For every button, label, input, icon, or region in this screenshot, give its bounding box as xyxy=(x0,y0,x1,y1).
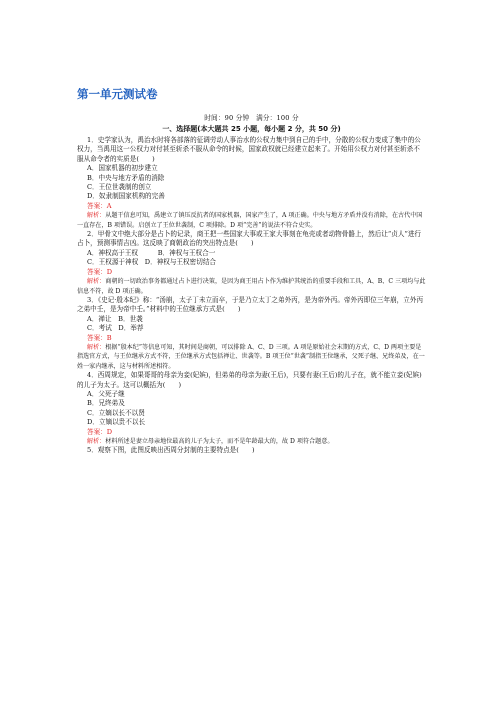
explanation-tag: 解析： xyxy=(87,278,106,286)
question-stem: 5．观察下图，此图反映出西周分封制的主要特点是( ) xyxy=(87,446,255,455)
answer: 答案：D xyxy=(87,267,113,276)
answer: 答案：D xyxy=(87,427,113,436)
question-stem: 1．史学家认为，禹治水时将各部落的征调劳动人事治水的公权力集中到自己的手中，分散的公权力变成了集中的公权力，当禹用这一公权力对付甚至斩杀不服从命令的时候，国家政权就已经建立起来了。开始用公权力对付甚至斩杀不服从命令者的实质是( ) xyxy=(77,136,421,163)
answer: 答案：B xyxy=(87,333,112,342)
question-2 xyxy=(77,230,426,296)
option: C．立嫡以长不以贤 xyxy=(87,408,145,417)
explanation-tag: 解析： xyxy=(87,212,106,220)
option: C．王权源于神权 D．神权与王权密切结合 xyxy=(87,258,217,267)
explanation-text: 商朝的一切政治事务都通过占卜进行决策，是因为商王用占卜作为维护其统治的重要手段和工具，A、B、C 三项均与此信息不符，故 D 项正确。 xyxy=(77,278,426,295)
question-stem: 4．西周规定，如果哥哥的母亲为妾(妃嫔)，但弟弟的母亲为妻(王后)，只要有妻(王后)的儿子在，就不能立妾(妃嫔)的儿子为太子。这可以概括为( ) xyxy=(77,371,422,389)
explanation xyxy=(77,437,426,446)
option: B．中央与地方矛盾的消除 xyxy=(87,173,165,182)
option: D．立嫡以贵不以长 xyxy=(87,418,146,427)
explanation-text: 从题干信息可知，禹建立了镇压反抗者的国家机器，国家产生了，A 项正确。中央与地方矛盾并没有消除，在古代中国一直存在，B 项错误。启创立了王位世袭制，C 项排除。D 项“完善”的说法不符合史实。 xyxy=(77,212,423,229)
explanation xyxy=(77,277,426,296)
answer: 答案：A xyxy=(87,201,112,210)
option: A．国家机器的初步建立 xyxy=(87,164,158,173)
question-stem: 2．甲骨文中绝大部分是占卜的记录，商王把一些国家大事或王家大事刻在龟壳或者动物骨骼上，然后让“贞人”进行占卜，预测事情吉凶。这反映了商朝政治的突出特点是( ) xyxy=(77,230,422,248)
explanation xyxy=(77,211,426,230)
explanation-tag: 解析： xyxy=(87,343,106,351)
question-1 xyxy=(77,136,426,230)
option: A．禅让 B．世袭 xyxy=(87,314,143,323)
section-heading: 一、选择题(本大题共 25 小题，每小题 2 分，共 50 分) xyxy=(162,125,341,133)
explanation-tag: 解析： xyxy=(87,438,106,445)
explanation xyxy=(77,343,426,371)
exam-meta: 时间：90 分钟 满分：100 分 xyxy=(204,114,299,122)
option: B．兄终弟及 xyxy=(87,399,125,408)
option: A．神权高于王权 B．神权与王权合一 xyxy=(87,248,216,257)
explanation-text: 根据“殷本纪”等信息可知，其时间是商朝，可以排除 A、C、D 三项。A 项是原始社会末期的方式，C、D 两项主要是指选官方式，与王位继承方式不符，王位继承方式包括禅让、世袭等。B 项王位“世袭”制指王位继承，父死子继、兄终弟及，在一姓一家内继承，这与材料所述相符。 xyxy=(77,343,425,370)
question-5 xyxy=(77,446,426,455)
option: D．奴隶制国家机构的完善 xyxy=(87,192,165,201)
question-3 xyxy=(77,296,426,371)
page-title: 第一单元测试卷 xyxy=(77,87,158,101)
option: C．王位世袭制的创立 xyxy=(87,183,152,192)
explanation-text: 材料所述是妻立母亲地位最高的儿子为太子，而不是年龄最大的，故 D 项符合题意。 xyxy=(105,438,334,445)
question-stem: 3．《史记·殷本纪》称：“汤崩，太子丁未立而卒，于是乃立太丁之弟外丙，是为帝外丙。帝外丙即位三年崩，立外丙之弟中壬，是为帝中壬。”材料中的王位继承方式是( ) xyxy=(77,295,424,314)
option: A．父死子继 xyxy=(87,389,125,398)
question-4 xyxy=(77,371,426,446)
option: C．考试 D．举荐 xyxy=(87,324,144,333)
